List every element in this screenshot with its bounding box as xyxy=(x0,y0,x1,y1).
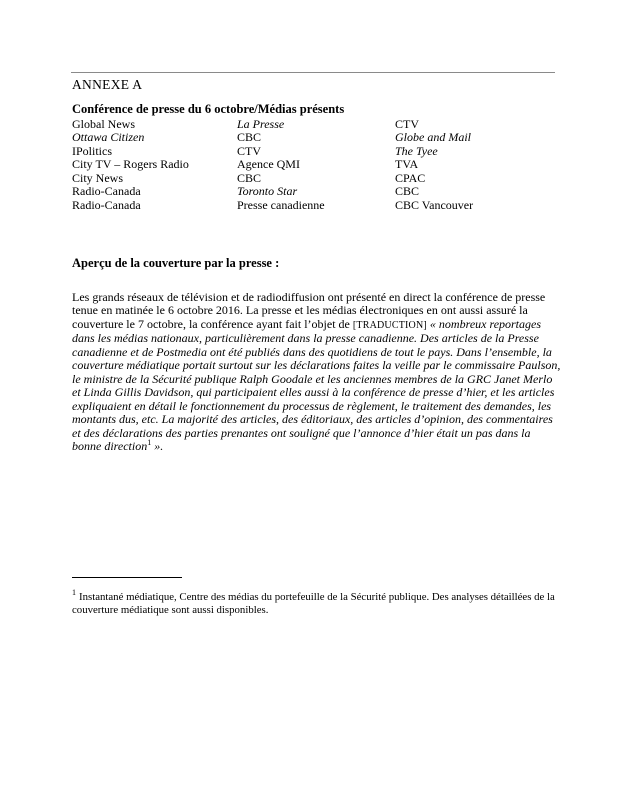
media-cell: The Tyee xyxy=(395,143,438,158)
media-cell: TVA xyxy=(395,157,419,172)
media-row xyxy=(72,199,555,212)
media-row xyxy=(72,172,555,185)
media-cell: CBC xyxy=(237,170,262,185)
media-cell: Presse canadienne xyxy=(237,197,325,212)
media-cell: CBC Vancouver xyxy=(395,197,474,212)
quoted-coverage-text: « nombreux reportages dans les médias nationaux, particulièrement dans la presse canadienne. Des articles de la Presse canadienne et de Postmedia ont été publiés dans des quotidiens de tout le pays. Dans l’ensemble, la couverture médiatique portait surtout sur les déclarations faites la veille par le commissaire Paulson, le ministre de la Sécurité publique Ralph Goodale et les anciennes membres de la GRC Janet Merlo et Linda Gillis Davidson, qui participaient elles aussi à la conférence de presse d’hier, et les articles expliquaient en détail le fonctionnement du processus de règlement, le traitement des demandes, les montants dus, etc. La majorité des articles, des éditoriaux, des articles d’opinion, des commentaires et des déclarations des parties prenantes ont souligné que l’annonce d’hier était un pas dans la bonne direction xyxy=(72,316,561,453)
annexe-title: ANNEXE A xyxy=(72,77,143,92)
media-row xyxy=(72,145,555,158)
coverage-heading: Aperçu de la couverture par la presse : xyxy=(72,256,280,270)
media-cell: Globe and Mail xyxy=(395,130,471,145)
footnote-marker: 1 xyxy=(72,588,76,598)
media-row xyxy=(72,158,555,171)
quote-closing: ». xyxy=(151,438,164,453)
media-cell: Radio-Canada xyxy=(72,184,141,199)
media-cell: Toronto Star xyxy=(237,184,298,199)
footnote-reference: 1 xyxy=(147,437,152,447)
media-cell: CBC xyxy=(395,184,420,199)
coverage-paragraph xyxy=(72,291,562,453)
media-cell: CPAC xyxy=(395,170,426,185)
footnote xyxy=(72,588,569,617)
media-presents-heading: Conférence de presse du 6 octobre/Médias présents xyxy=(72,102,345,116)
media-row xyxy=(72,131,555,144)
media-cell: City TV – Rogers Radio xyxy=(72,157,189,172)
media-cell: IPolitics xyxy=(72,143,113,158)
media-cell: Global News xyxy=(72,117,135,131)
header-rule xyxy=(71,72,555,73)
footnote-separator xyxy=(72,577,182,578)
media-table xyxy=(72,118,555,212)
media-cell: Radio-Canada xyxy=(72,197,141,212)
media-cell: City News xyxy=(72,170,123,185)
media-cell: CTV xyxy=(395,117,419,131)
traduction-tag: [TRADUCTION] xyxy=(352,319,427,331)
media-row xyxy=(72,118,555,131)
media-row xyxy=(72,185,555,198)
footnote-text: Instantané médiatique, Centre des médias du portefeuille de la Sécurité publique. Des analyses détaillées de la couverture médiatique sont aussi disponibles. xyxy=(72,590,555,616)
media-cell: CTV xyxy=(237,143,261,158)
paragraph-intro: Les grands réseaux de télévision et de radiodiffusion ont présenté en direct la conférence de presse tenue en matinée le 6 octobre 2016. La presse et les médias électroniques en ont aussi assuré la couverture le 7 octobre, la conférence ayant fait l’objet de xyxy=(72,290,546,331)
media-cell: CBC xyxy=(237,130,262,145)
media-cell: Agence QMI xyxy=(237,157,300,172)
media-cell: La Presse xyxy=(237,117,285,131)
media-cell: Ottawa Citizen xyxy=(72,130,145,145)
